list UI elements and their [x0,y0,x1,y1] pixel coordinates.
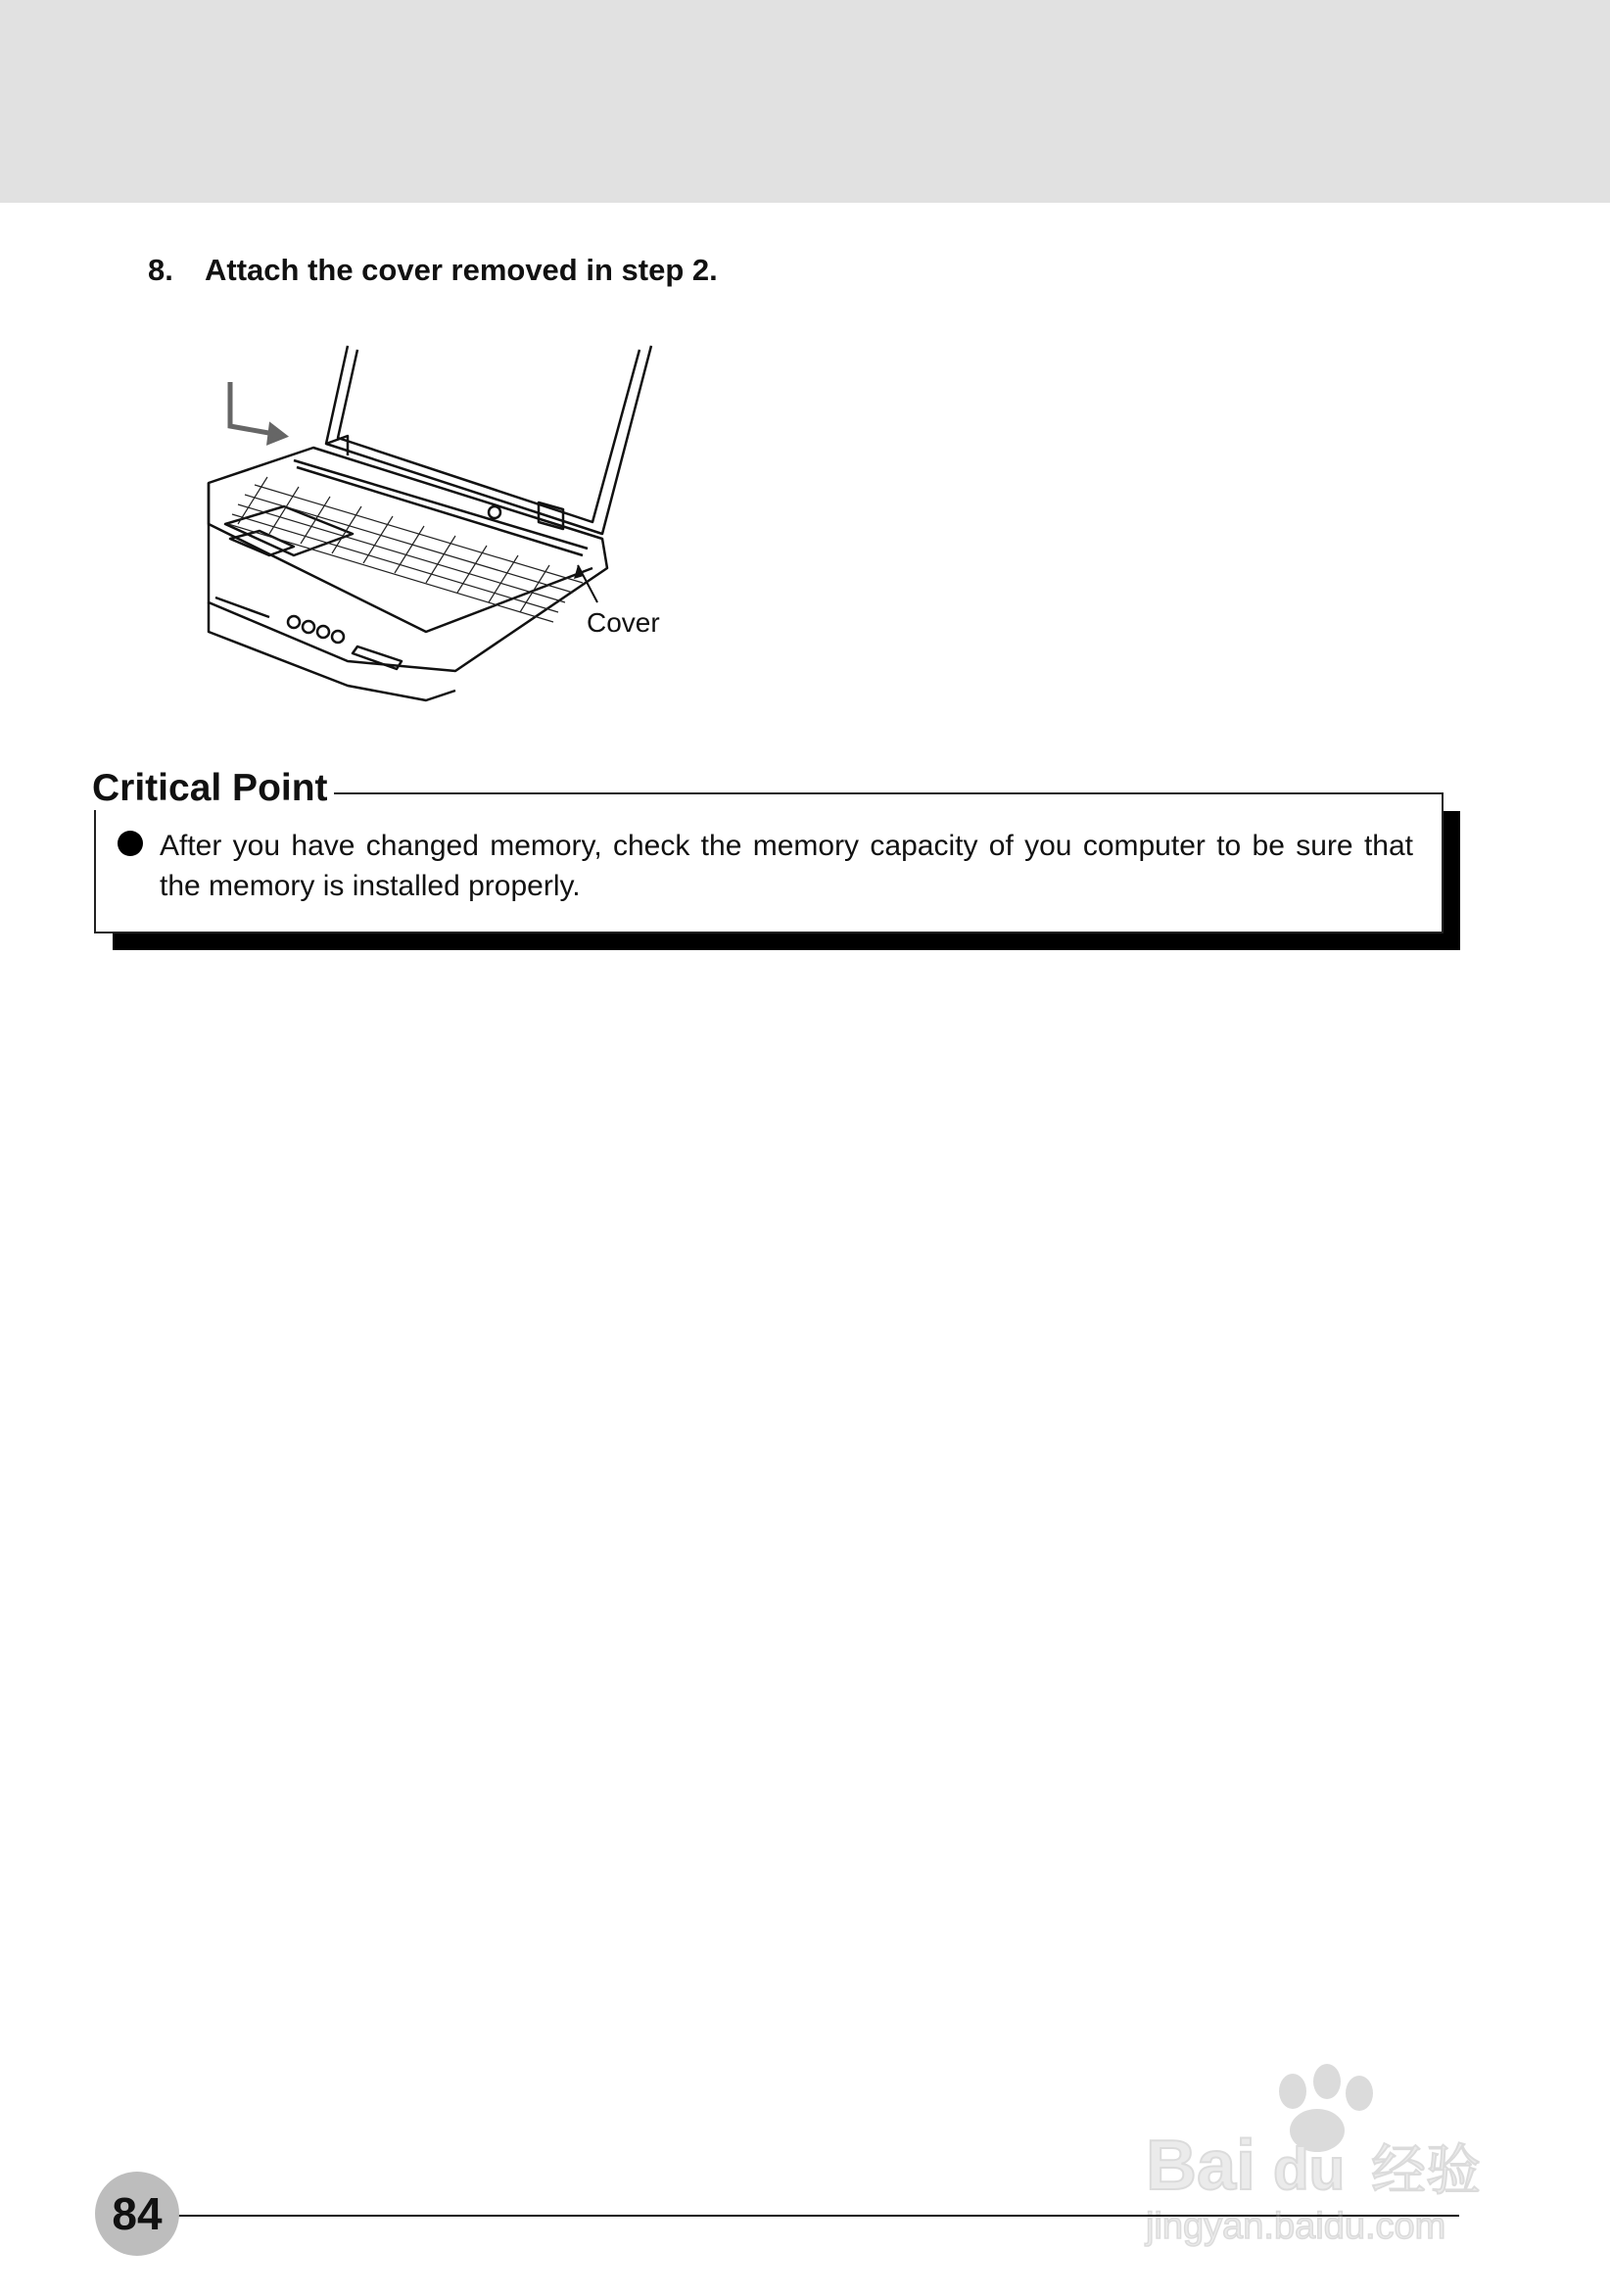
critical-point-title: Critical Point [92,767,334,810]
step-8 [148,253,718,288]
step-text: Attach the cover removed in step 2. [205,253,718,287]
laptop-illustration [201,338,690,710]
svg-text:du: du [1273,2136,1346,2202]
header-band [0,0,1610,203]
svg-text:Bai: Bai [1146,2127,1256,2205]
svg-text:经验: 经验 [1371,2139,1481,2203]
critical-point-item: After you have changed memory, check the memory capacity of you computer to be sure that the memory is installed properly. [160,830,1413,902]
laptop-drawing [201,338,690,710]
baidu-watermark-logo [1136,2052,1528,2248]
cover-callout-label: Cover [587,607,660,638]
paw-logo-icon [1136,2052,1528,2248]
page-number: 84 [95,2172,179,2256]
step-number: 8. [148,253,173,287]
bullet-icon [118,831,143,856]
svg-text:jingyan.baidu.com: jingyan.baidu.com [1146,2206,1446,2247]
